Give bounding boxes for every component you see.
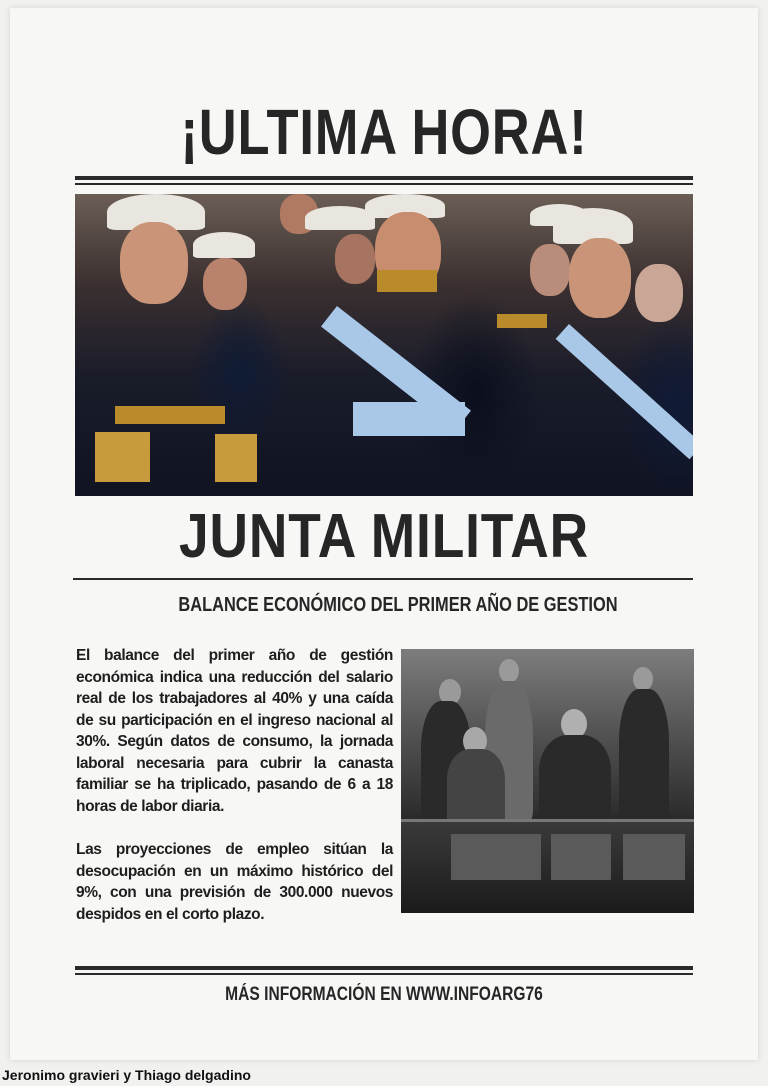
author-credit: Jeronimo gravieri y Thiago delgadino [2,1067,251,1083]
bottom-rule-thin [75,973,693,975]
top-rule-thin [75,183,693,185]
subtitle: BALANCE ECONÓMICO DEL PRIMER AÑO DE GESTION [178,594,618,616]
junta-color-photo [75,194,693,496]
top-rule-thick [75,176,693,180]
main-title: JUNTA MILITAR [178,502,590,571]
car-shape [401,819,694,913]
title-rule [73,578,693,580]
headline: ¡ULTIMA HORA! [180,96,588,168]
junta-bw-photo [401,649,694,913]
article-paragraph-1: El balance del primer año de gestión económica indica una reducción del salario real de los trabajadores al 40% y una caída de su participación en el ingreso nacional al 30%. Según datos de consumo, la jornada laboral necesaria para cubrir la canasta familiar se ha triplicado, pasando de 6 a 18 horas de labor diaria. [76,647,393,815]
more-info-link: MÁS INFORMACIÓN EN WWW.INFOARG76 [225,984,543,1005]
article-body [76,645,393,947]
article-paragraph-2: Las proyecciones de empleo sitúan la desocupación en un máximo histórico del 9%, con una previsión de 300.000 nuevos despidos en el corto plazo. [76,841,393,923]
bottom-rule-thick [75,966,693,970]
